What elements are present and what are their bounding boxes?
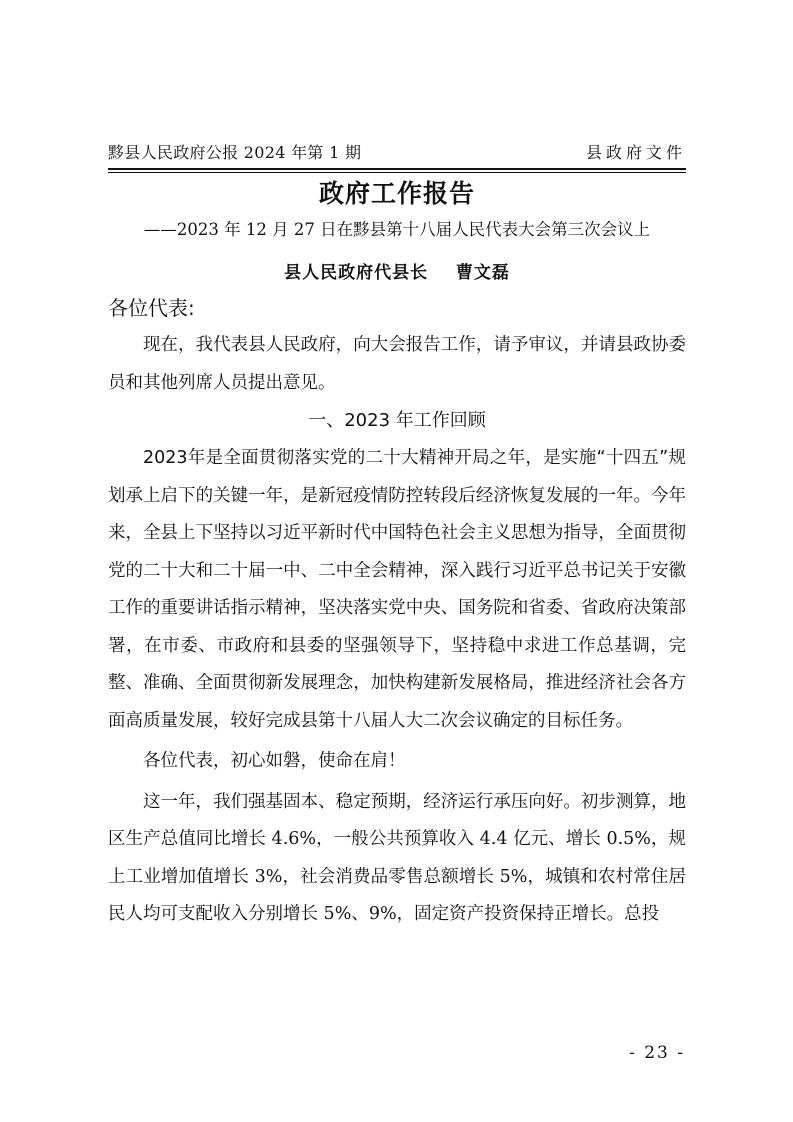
- section-heading: 一、2023 年工作回顾: [308, 410, 486, 431]
- page-header: [108, 140, 686, 168]
- document-subtitle: ——2023 年 12 月 27 日在黟县第十八届人民代表大会第三次会议上: [143, 220, 651, 239]
- body-paragraph-1: 2023年是全面贯彻落实党的二十大精神开局之年，是实施“十四五”规划承上启下的关键一年，是新冠疫情防控转段后经济恢复发展的一年。今年来，全县上下坚持以习近平新时代中国特色社会主义思想为指导，全面贯彻党的二十大和二十届一中、二中全会精神，深入践行习近平总书记关于安徽工作的重要讲话指示精神，坚决落实党中央、国务院和省委、省政府决策部署，在市委、市政府和县委的坚强领导下，坚持稳中求进工作总基调，完整、准确、全面贯彻新发展理念，加快构建新发展格局，推进经济社会各方面高质量发展，较好完成县第十八届人大二次会议确定的目标任务。: [108, 448, 686, 731]
- author-byline: 县人民政府代县长 曹文磊: [284, 263, 510, 283]
- intro-block: [108, 327, 686, 402]
- report-body: [108, 440, 686, 934]
- header-rule-thin: [108, 172, 686, 173]
- salutation: 各位代表:: [108, 296, 195, 320]
- intro-paragraph: 现在，我代表县人民政府，向大会报告工作，请予审议，并请县政协委员和其他列席人员提出意见。: [108, 335, 686, 393]
- gazette-issue-label: 黟县人民政府公报 2024 年第 1 期: [108, 143, 362, 162]
- document-category-label: 县政府文件: [585, 143, 686, 162]
- page-number: - 23 -: [629, 1043, 685, 1063]
- document-title: 政府工作报告: [318, 179, 475, 208]
- body-paragraph-3: 这一年，我们强基固本、稳定预期，经济运行承压向好。初步测算，地区生产总值同比增长 4.6%，一般公共预算收入 4.4 亿元、增长 0.5%，规上工业增加值增长 3%，社会消费品零售总额增长 5%，城镇和农村常住居民人均可支配收入分别增长 5%、9%，固定资产投资保持正增长。总投: [108, 791, 686, 924]
- body-paragraph-2: 各位代表，初心如磐，使命在肩！: [143, 751, 406, 771]
- header-rule-thick: [108, 168, 686, 170]
